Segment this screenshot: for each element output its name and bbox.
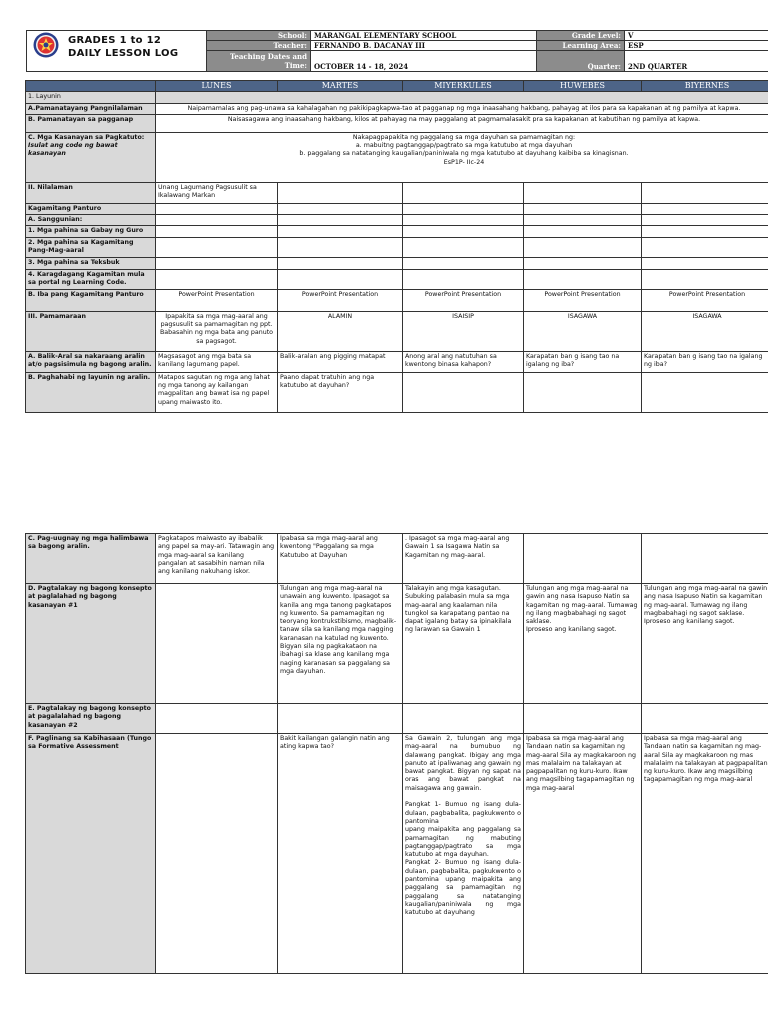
teksbuk-label: 3. Mga pahina sa Teksbuk — [26, 257, 156, 269]
balik-aral-huwebes: Karapatan ban g isang tao na igalang ng iba? — [524, 351, 642, 372]
pamamaraan-lunes: Ipapakita sa mga mag-aaral ang pagsusulit sa pamamagitan ng ppt. Babasahin ng mga bata ang panuto sa pagsagot. — [156, 311, 278, 351]
title-daily-lesson-log: DAILY LESSON LOG — [68, 48, 179, 59]
pagtalakay-1-biyernes: Tulungan ang mga mag-aaral na gawin ang nasa Isapuso Natin sa kagamitan ng mag-aaral. Tumawag ng ilang magbabahagi ng sagot saklase. Iproseso ang kanilang sagot. — [642, 584, 768, 704]
teaching-dates-value: OCTOBER 14 - 18, 2024 — [311, 51, 537, 72]
school-label: School: — [207, 31, 311, 41]
day-lunes: LUNES — [156, 81, 278, 92]
sanggunian-label: A. Sanggunian: — [26, 215, 156, 226]
kasanayan-line3: b. paggalang sa natatanging kaugalian/paniniwala ng mga katutubo at dayuhang kaibiba sa kinagisnan. — [299, 150, 629, 158]
teacher-label: Teacher: — [207, 41, 311, 51]
paghahabi-martes: Paano dapat tratuhin ang nga katutubo at dayuhan? — [278, 372, 403, 412]
balik-aral-martes: Balik-aralan ang pigging matapat — [278, 351, 403, 372]
kasanayan-label: C. Mga Kasanayan sa Pagkatuto: — [28, 133, 145, 141]
pamamaraan-label: III. Pamamaraan — [26, 311, 156, 351]
kagamitang-panturo-label: Kagamitang Panturo — [26, 203, 156, 214]
teaching-dates-label: Teaching Dates and Time: — [207, 51, 311, 72]
kasanayan-sub: Isulat ang code ng bawat kasanayan — [28, 142, 118, 158]
pagtalakay-2-label: E. Pagtalakay ng bagong konsepto at pagalalahad ng bagong kasanayan #2 — [26, 704, 156, 734]
pag-uugnay-martes: Ipabasa sa mga mag-aaral ang kwentong "Paggalang sa mga Katutubo at Dayuhan — [278, 534, 403, 584]
grade-level-value: V — [625, 31, 768, 41]
pamamaraan-miyerkules: ISAISIP — [403, 311, 524, 351]
iba-lunes: PowerPoint Presentation — [156, 289, 278, 311]
day-miyerkules: MIYERKULES — [403, 81, 524, 92]
day-martes: MARTES — [278, 81, 403, 92]
pagtalakay-1-martes: Tulungan ang mga mag-aaral na unawain ang kuwento. Ipasagot sa kanila ang mga tanong pagkatapos ng kuwento. Sa pamamagitan ng teoryang kontrukstibismo, magbalik-tanaw sila sa kanilang mga nagging karanasan na katulad ng kuwento. Bigyan sila ng pagkakataon na ibahagi sa klase ang kanilang mga naging karanasan sa paggalang sa mga dayuhan. — [278, 584, 403, 704]
lesson-table-part2 — [25, 533, 768, 974]
iba-pang-kagamitan-label: B. Iba pang Kagamitang Panturo — [26, 289, 156, 311]
balik-aral-label: A. Balik-Aral sa nakaraang aralin at/o pagsisimula ng bagong aralin. — [26, 351, 156, 372]
quarter-value: 2ND QUARTER — [625, 51, 768, 72]
iba-martes: PowerPoint Presentation — [278, 289, 403, 311]
pamantayang-pangnilalaman-label: A.Pamanatayang Pangnilalaman — [26, 103, 156, 114]
paglinang-huwebes: Ipabasa sa mga mag-aaral ang Tandaan natin sa kagamitan ng mag-aaral Sila ay magkakaroon ng mas malalaim na talakayan at pagpapalitan ng kuru-kuro. Ikaw ang magsilbing tagapamagitan ng mga mag-aaral — [524, 734, 642, 974]
pag-uugnay-lunes: Pagkatapos maiwasto ay ibabalik ang papel sa may-ari. Tatawagin ang mga mag-aaral sa kanilang pangalan at sasabihin naman nila ang kanilang nakuhang iskor. — [156, 534, 278, 584]
pamamaraan-martes: ALAMIN — [278, 311, 403, 351]
day-huwebes: HUWEBES — [524, 81, 642, 92]
learning-area-label: Learning Area: — [537, 41, 625, 51]
teacher-value: FERNANDO B. DACANAY III — [311, 41, 537, 51]
pamamaraan-huwebes: ISAGAWA — [524, 311, 642, 351]
iba-miyerkules: PowerPoint Presentation — [403, 289, 524, 311]
pag-uugnay-miyerkules: . Ipasagot sa mga mag-aaral ang Gawain 1 sa Isagawa Natin sa Kagamitan ng mag-aaral. — [403, 534, 524, 584]
paglinang-miyerkules: Sa Gawain 2, tulungan ang mga mag-aaral na bumubuo ng dalawang pangkat. Ibigay ang mga panuto at ipaliwanag ang gawain ng bawat pangkat. Bigyan ng sapat na oras ang bawat pangkat na maisagawa ang gawain. Pangkat 1- Bumuo ng isang dula-dulaan, pagbabalita, pagkukwento o pantomina upang maipakita ang paggalang sa pamamagitan ng mabuting pagtanggap/pagtrato sa mga katutubo at mga dayuhan. Pangkat 2- Bumuo ng isang dula-dulaan, pagbabalita, pagkukwento o pantomina upang maipakita ang paggalang sa pamamagitan ng paggalang sa natatanging kaugalian/paniniwala ng mga katutubo at dayuhang — [403, 734, 524, 974]
balik-aral-biyernes: Karapatan ban g isang tao na igalang ng iba? — [642, 351, 768, 372]
pag-uugnay-label: C. Pag-uugnay ng mga halimbawa sa bagong aralin. — [26, 534, 156, 584]
nilalaman-lunes: Unang Lagumang Pagsusulit sa Ikalawang Markan — [156, 182, 278, 203]
title-grades: GRADES 1 to 12 — [68, 35, 162, 46]
nilalaman-label: II. Nilalaman — [26, 182, 156, 203]
pamantayan-pagganap-label: B. Pamanatayan sa pagganap — [26, 114, 156, 132]
pagtalakay-1-huwebes: Tulungan ang mga mag-aaral na gawin ang nasa Isapuso Natin sa kagamitan ng mag-aaral. Tumawag ng ilang magbabahagi ng sagot saklase. Iproseso ang kanilang sagot. — [524, 584, 642, 704]
quarter-label: Quarter: — [537, 51, 625, 72]
balik-aral-lunes: Magsasagot ang mga bata sa kanilang lagumang papel. — [156, 351, 278, 372]
kasanayan-code: EsP1P- IIc-24 — [443, 158, 485, 166]
paglinang-biyernes: Ipabasa sa mga mag-aaral ang Tandaan natin sa kagamitan ng mag-aaral Sila ay magkakaroon ng mas malalaim na talakayan at pagpapalitan ng kuru-kuro. Ikaw ang magsilbing tagapamagitan ng mga mag-aaral — [642, 734, 768, 974]
gabay-guro-label: 1. Mga pahina sa Gabay ng Guro — [26, 226, 156, 237]
paghahabi-label: B. Paghahabi ng layunin ng aralin. — [26, 372, 156, 412]
kagamitang-pang-mag-aaral-label: 2. Mga pahina sa Kagamitang Pang-Mag-aaral — [26, 237, 156, 257]
pagtalakay-1-label: D. Pagtalakay ng bagong konsepto at paglalahad ng bagong kasanayan #1 — [26, 584, 156, 704]
day-biyernes: BIYERNES — [642, 81, 768, 92]
kasanayan-line1: Nakapagpapakita ng paggalang sa mga dayuhan sa pamamagitan ng: — [352, 133, 576, 141]
layunin-label: 1. Layunin — [26, 92, 156, 103]
day-header-row — [26, 81, 768, 92]
pamantayan-pagganap-text: Naisasagawa ang inaasahang hakbang, kilos at pahayag na may paggalang at pagmamalasakit pra sa kapakanan at kabutihan ng pamilya at kapwa. — [156, 114, 768, 132]
school-value: MARANGAL ELEMENTARY SCHOOL — [311, 31, 537, 41]
pamamaraan-biyernes: ISAGAWA — [642, 311, 768, 351]
paghahabi-lunes: Matapos sagutan ng mga ang lahat ng mga tanong ay kailangan magpalitan ang bawat isa ng papel upang maiwasto ito. — [156, 372, 278, 412]
kasanayan-line2: a. mabuitng pagtanggap/pagtrato sa mga katutubo at mga dayuhan — [355, 142, 573, 150]
iba-biyernes: PowerPoint Presentation — [642, 289, 768, 311]
header-info-table — [206, 30, 768, 72]
deped-seal-icon — [33, 32, 59, 58]
learning-area-value: ESP — [625, 41, 768, 51]
grade-level-label: Grade Level: — [537, 31, 625, 41]
paglinang-label: F. Paglinang sa Kabihasaan (Tungo sa Formative Assessment — [26, 734, 156, 974]
paglinang-martes: Bakit kailangan galangin natin ang ating kapwa tao? — [278, 734, 403, 974]
iba-huwebes: PowerPoint Presentation — [524, 289, 642, 311]
pamantayang-pangnilalaman-text: Naipamamalas ang pag-unawa sa kahalagahan ng pakikipagkapwa-tao at pagganap ng mga inaasahang hakbang, pahayag at ilos para sa kapakanan at ng pamilya at kapwa. — [156, 103, 768, 114]
karagdagang-kagamitan-label: 4. Karagdagang Kagamitan mula sa portal ng Learning Code. — [26, 269, 156, 289]
lesson-table-part1 — [25, 80, 768, 413]
balik-aral-miyerkules: Anong aral ang natutuhan sa kwentong binasa kahapon? — [403, 351, 524, 372]
pagtalakay-1-miyerkules: Talakayin ang mga kasagutan. Subuking palabasin mula sa mga mag-aaral ang kaalaman nila tungkol sa karapatang pantao na dapat igalang batay sa ipinakilala ng larawan sa Gawain 1 — [403, 584, 524, 704]
